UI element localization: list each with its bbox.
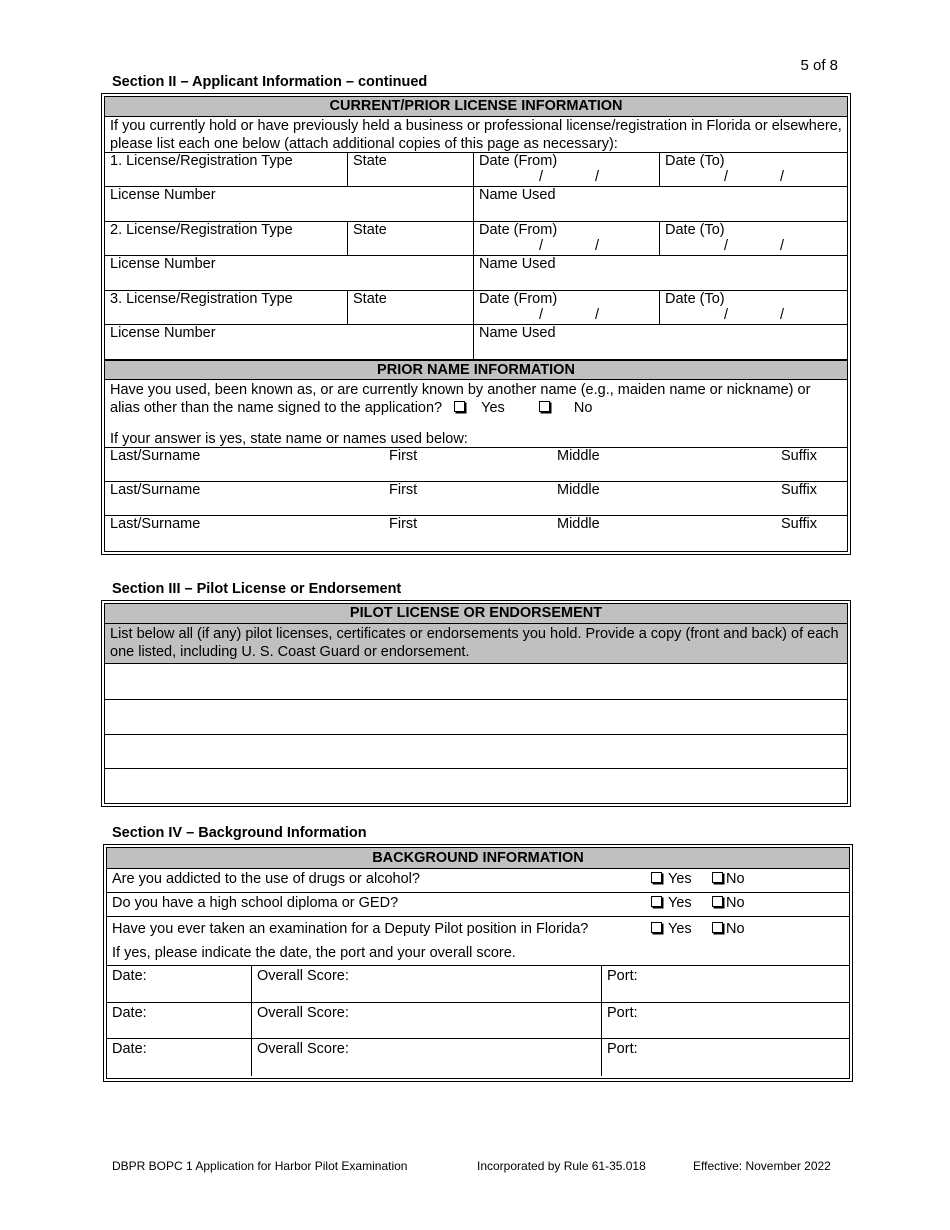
license-1-number-row xyxy=(105,187,847,222)
state-field[interactable]: State xyxy=(353,291,387,307)
yes-checkbox[interactable] xyxy=(651,872,662,883)
exam-instruction: If yes, please indicate the date, the port and your overall score. xyxy=(112,945,516,961)
port-field[interactable]: Port: xyxy=(607,968,638,984)
date-field[interactable]: Date: xyxy=(112,968,147,984)
no-checkbox[interactable] xyxy=(712,922,723,933)
date-from-field[interactable]: Date (From) / / xyxy=(473,222,659,255)
date-to-field[interactable]: Date (To) / / xyxy=(659,153,847,186)
license-intro: If you currently hold or have previously held a business or professional license/registration in Florida or elsewhere, please list each one below (attach additional copies of this page as necessary): xyxy=(105,117,847,153)
pilot-license-table xyxy=(101,600,851,807)
background-info-table xyxy=(103,844,853,1082)
state-field[interactable]: State xyxy=(353,153,387,169)
license-1-row xyxy=(105,153,847,187)
prior-name-question-block xyxy=(105,380,847,448)
yes-checkbox[interactable] xyxy=(651,896,662,907)
no-checkbox[interactable] xyxy=(712,896,723,907)
date-field[interactable]: Date: xyxy=(112,1005,147,1021)
prior-name-question: Have you used, been known as, or are currently known by another name (e.g., maiden name or nickname) or alias other than the name signed to the application? xyxy=(110,382,811,416)
license-number-field[interactable]: License Number xyxy=(110,187,216,203)
name-used-field[interactable]: Name Used xyxy=(479,187,556,203)
no-label: No xyxy=(573,400,593,416)
exam-row xyxy=(107,1003,849,1039)
exam-question-block: Have you ever taken an examination for a Deputy Pilot position in Florida? Yes No If yes, please indicate the date, the port and your overall score. xyxy=(107,917,849,966)
port-field[interactable]: Port: xyxy=(607,1005,638,1021)
diploma-question: Do you have a high school diploma or GED? xyxy=(112,895,399,911)
date-from-field[interactable]: Date (From) / / xyxy=(473,153,659,186)
yes-checkbox[interactable] xyxy=(651,922,662,933)
date-to-field[interactable]: Date (To) / / xyxy=(659,222,847,255)
deputy-pilot-exam-question: Have you ever taken an examination for a Deputy Pilot position in Florida? xyxy=(112,921,589,937)
license-type-field[interactable]: 3. License/Registration Type xyxy=(110,291,293,307)
license-2-number-row xyxy=(105,256,847,291)
license-type-field[interactable]: 1. License/Registration Type xyxy=(110,153,293,169)
license-number-field[interactable]: License Number xyxy=(110,325,216,341)
exam-row xyxy=(107,966,849,1003)
name-row[interactable]: Last/Surname First Middle Suffix xyxy=(110,516,818,532)
date-from-field[interactable]: Date (From) / / xyxy=(473,291,659,324)
license-3-row xyxy=(105,291,847,325)
date-field[interactable]: Date: xyxy=(112,1041,147,1057)
page-number: 5 of 8 xyxy=(800,57,838,74)
name-used-field[interactable]: Name Used xyxy=(479,256,556,272)
section-3-heading: Section III – Pilot License or Endorsement xyxy=(112,581,402,597)
pilot-license-entry-row[interactable] xyxy=(105,700,847,735)
prior-name-no-checkbox[interactable] xyxy=(539,401,550,412)
pilot-license-entry-row[interactable] xyxy=(105,735,847,769)
section-2-heading: Section II – Applicant Information – continued xyxy=(112,74,428,90)
footer-rule: Incorporated by Rule 61-35.018 xyxy=(477,1159,646,1173)
question-row: Are you addicted to the use of drugs or alcohol? Yes No xyxy=(107,869,849,893)
license-info-table xyxy=(101,93,851,555)
port-field[interactable]: Port: xyxy=(607,1041,638,1057)
license-type-field[interactable]: 2. License/Registration Type xyxy=(110,222,293,238)
name-row[interactable]: Last/Surname First Middle Suffix xyxy=(105,448,847,482)
pilot-license-entry-row[interactable] xyxy=(105,664,847,700)
date-to-field[interactable]: Date (To) / / xyxy=(659,291,847,324)
prior-name-instruction: If your answer is yes, state name or names used below: xyxy=(110,431,468,447)
name-row[interactable]: Last/Surname First Middle Suffix xyxy=(105,482,847,516)
drug-alcohol-question: Are you addicted to the use of drugs or alcohol? xyxy=(112,871,420,887)
license-number-field[interactable]: License Number xyxy=(110,256,216,272)
prior-name-header: PRIOR NAME INFORMATION xyxy=(105,360,847,380)
pilot-license-instruction: List below all (if any) pilot licenses, certificates or endorsements you hold. Provide a copy (front and back) of each one listed, including U. S. Coast Guard or endorsement. xyxy=(105,624,847,664)
overall-score-field[interactable]: Overall Score: xyxy=(257,1041,349,1057)
overall-score-field[interactable]: Overall Score: xyxy=(257,1005,349,1021)
no-checkbox[interactable] xyxy=(712,872,723,883)
overall-score-field[interactable]: Overall Score: xyxy=(257,968,349,984)
exam-row xyxy=(107,1039,849,1076)
section-4-heading: Section IV – Background Information xyxy=(112,825,367,841)
background-info-header: BACKGROUND INFORMATION xyxy=(107,848,849,869)
license-info-header: CURRENT/PRIOR LICENSE INFORMATION xyxy=(105,97,847,117)
state-field[interactable]: State xyxy=(353,222,387,238)
question-row: Do you have a high school diploma or GED? Yes No xyxy=(107,893,849,917)
pilot-license-entry-row[interactable] xyxy=(105,769,847,803)
pilot-license-header: PILOT LICENSE OR ENDORSEMENT xyxy=(105,604,847,624)
footer-effective-date: Effective: November 2022 xyxy=(693,1159,831,1173)
license-3-number-row xyxy=(105,325,847,360)
yes-label: Yes xyxy=(481,400,505,416)
name-used-field[interactable]: Name Used xyxy=(479,325,556,341)
footer-form-name: DBPR BOPC 1 Application for Harbor Pilot Examination xyxy=(112,1159,408,1173)
license-2-row xyxy=(105,222,847,256)
prior-name-yes-checkbox[interactable] xyxy=(454,401,465,412)
